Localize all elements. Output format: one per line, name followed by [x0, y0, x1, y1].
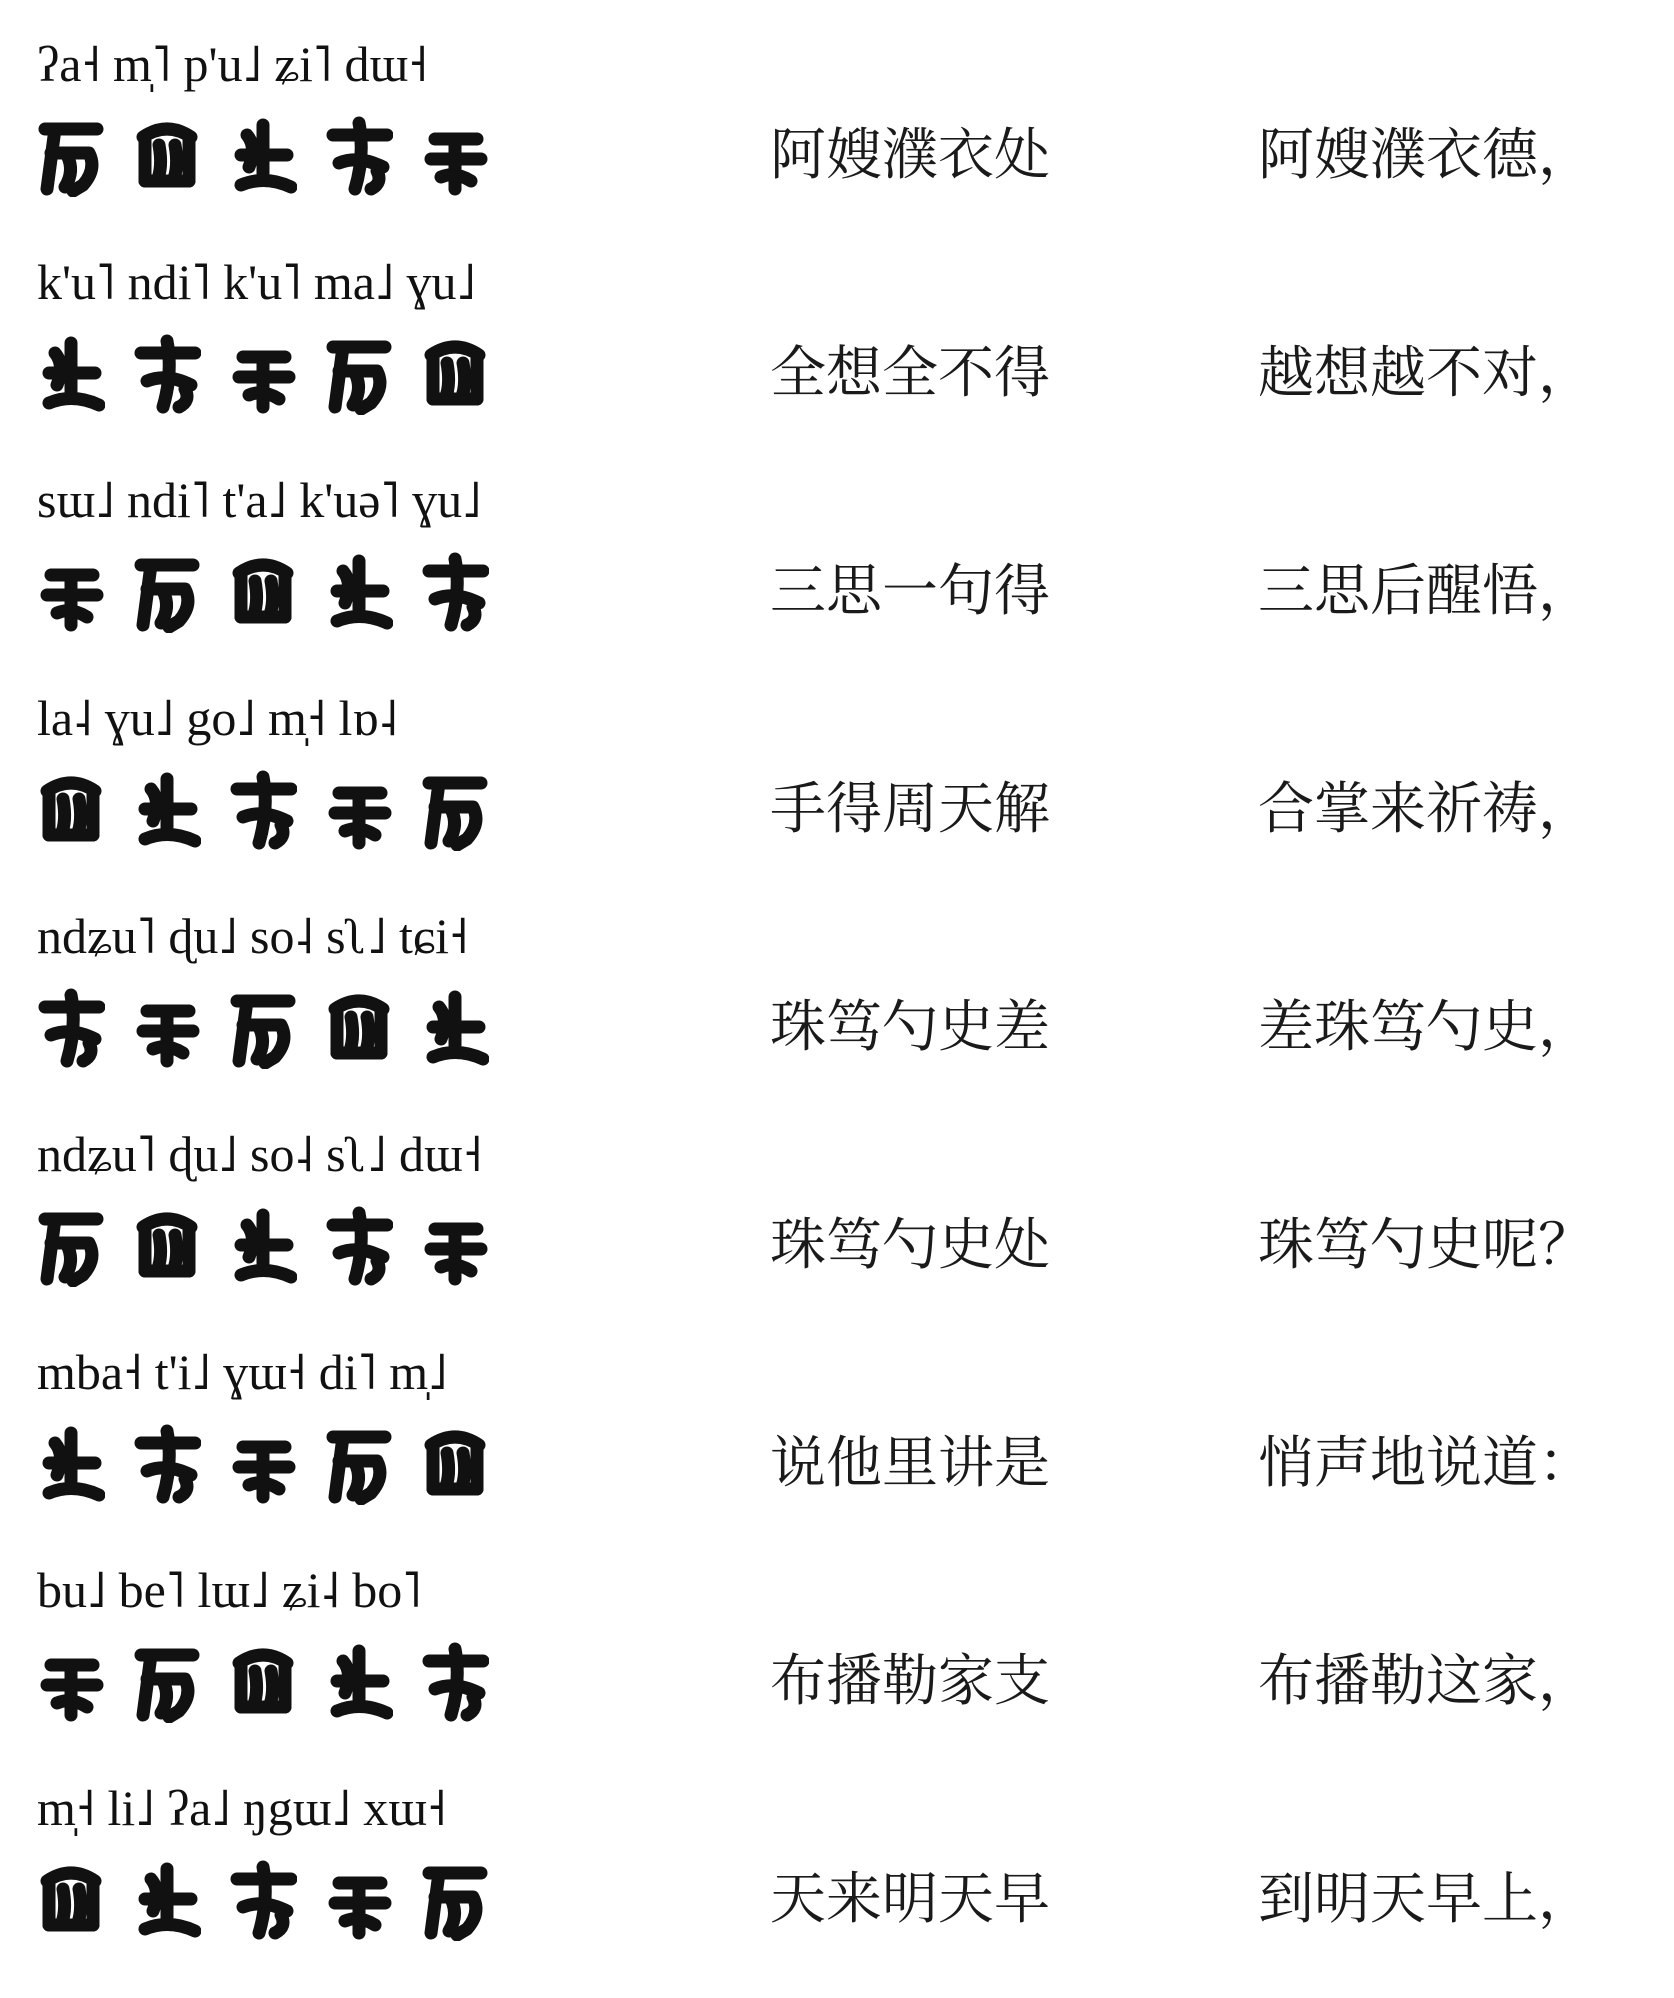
free-translation: 阿嫂濮衣德，: [1258, 123, 1594, 188]
yi-glyph-2: [133, 1205, 201, 1287]
verse-row: [0, 1780, 1674, 1998]
verse-row: [0, 1562, 1674, 1780]
yi-script-line: [37, 1414, 517, 1514]
yi-glyph-5: [421, 1859, 489, 1941]
literal-translation: 珠笃勺史处: [770, 1213, 1050, 1278]
verse-row: [0, 254, 1674, 472]
yi-glyph-3: [229, 115, 297, 197]
literal-translation: 布播勒家支: [770, 1649, 1050, 1714]
yi-glyph-1: [37, 115, 105, 197]
yi-glyph-2: [133, 987, 201, 1069]
yi-glyph-2: [133, 333, 201, 415]
yi-glyph-1: [37, 551, 105, 633]
yi-glyph-2: [133, 1641, 201, 1723]
yi-glyph-2: [133, 769, 201, 851]
yi-glyph-4: [325, 1641, 393, 1723]
free-translation: 珠笃勺史呢？: [1258, 1213, 1594, 1278]
yi-glyph-3: [229, 333, 297, 415]
literal-translation: 手得周天解: [770, 777, 1050, 842]
yi-glyph-4: [325, 115, 393, 197]
literal-translation: 说他里讲是: [770, 1431, 1050, 1496]
yi-glyph-4: [325, 551, 393, 633]
yi-glyph-1: [37, 987, 105, 1069]
yi-glyph-3: [229, 1641, 297, 1723]
yi-glyph-3: [229, 1859, 297, 1941]
yi-glyph-3: [229, 987, 297, 1069]
free-translation: 差珠笃勺史，: [1258, 995, 1594, 1060]
yi-glyph-1: [37, 1641, 105, 1723]
yi-script-line: [37, 978, 517, 1078]
yi-script-line: [37, 760, 517, 860]
literal-translation: 珠笃勺史差: [770, 995, 1050, 1060]
ipa-transcription: bu˩ be˥ lɯ˩ ʑi˨ bo˥: [37, 1562, 422, 1618]
free-translation: 三思后醒悟，: [1258, 559, 1594, 624]
yi-glyph-5: [421, 551, 489, 633]
literal-translation: 三思一句得: [770, 559, 1050, 624]
yi-script-line: [37, 542, 517, 642]
yi-glyph-1: [37, 1205, 105, 1287]
ipa-transcription: m̩˧ li˩ ʔa˩ ŋgɯ˩ xɯ˧: [37, 1780, 447, 1836]
yi-glyph-2: [133, 551, 201, 633]
free-translation: 越想越不对，: [1258, 341, 1594, 406]
yi-glyph-1: [37, 769, 105, 851]
yi-glyph-5: [421, 1641, 489, 1723]
yi-glyph-5: [421, 1205, 489, 1287]
ipa-transcription: ʔa˧ m̩˥ p'u˩ ʑi˥ dɯ˧: [37, 36, 428, 92]
free-translation: 到明天早上，: [1258, 1867, 1594, 1932]
yi-glyph-5: [421, 333, 489, 415]
literal-translation: 天来明天早: [770, 1867, 1050, 1932]
yi-glyph-2: [133, 115, 201, 197]
yi-glyph-1: [37, 1423, 105, 1505]
free-translation: 布播勒这家，: [1258, 1649, 1594, 1714]
yi-glyph-4: [325, 1205, 393, 1287]
yi-glyph-4: [325, 333, 393, 415]
literal-translation: 阿嫂濮衣处: [770, 123, 1050, 188]
verse-row: [0, 690, 1674, 908]
yi-glyph-3: [229, 769, 297, 851]
yi-glyph-3: [229, 1423, 297, 1505]
ipa-transcription: ndʑu˥ ɖu˩ so˨ sʅ˩ dɯ˧: [37, 1126, 483, 1182]
free-translation: 悄声地说道：: [1258, 1431, 1594, 1496]
ipa-transcription: sɯ˩ ndi˥ t'a˩ k'uə˥ ɣu˩: [37, 472, 482, 528]
literal-translation: 全想全不得: [770, 341, 1050, 406]
yi-glyph-1: [37, 1859, 105, 1941]
yi-glyph-2: [133, 1423, 201, 1505]
yi-script-line: [37, 1850, 517, 1950]
yi-script-line: [37, 1196, 517, 1296]
verse-row: [0, 908, 1674, 1126]
yi-glyph-3: [229, 551, 297, 633]
verse-row: [0, 36, 1674, 254]
ipa-transcription: ndʑu˥ ɖu˩ so˨ sʅ˩ tɕi˧: [37, 908, 469, 964]
yi-glyph-5: [421, 769, 489, 851]
yi-script-line: [37, 324, 517, 424]
verse-row: [0, 1344, 1674, 1562]
free-translation: 合掌来祈祷，: [1258, 777, 1594, 842]
yi-glyph-5: [421, 1423, 489, 1505]
yi-glyph-4: [325, 987, 393, 1069]
ipa-transcription: mba˧ t'i˩ ɣɯ˧ di˥ m̩˩: [37, 1344, 448, 1400]
yi-glyph-4: [325, 769, 393, 851]
yi-glyph-3: [229, 1205, 297, 1287]
yi-glyph-2: [133, 1859, 201, 1941]
yi-glyph-4: [325, 1423, 393, 1505]
yi-glyph-4: [325, 1859, 393, 1941]
verse-row: [0, 472, 1674, 690]
ipa-transcription: k'u˥ ndi˥ k'u˥ ma˩ ɣu˩: [37, 254, 476, 310]
verse-row: [0, 1126, 1674, 1344]
yi-glyph-5: [421, 115, 489, 197]
ipa-transcription: la˨ ɣu˩ go˩ m̩˧ lɒ˨: [37, 690, 398, 746]
yi-glyph-5: [421, 987, 489, 1069]
yi-script-line: [37, 106, 517, 206]
yi-glyph-1: [37, 333, 105, 415]
yi-script-line: [37, 1632, 517, 1732]
